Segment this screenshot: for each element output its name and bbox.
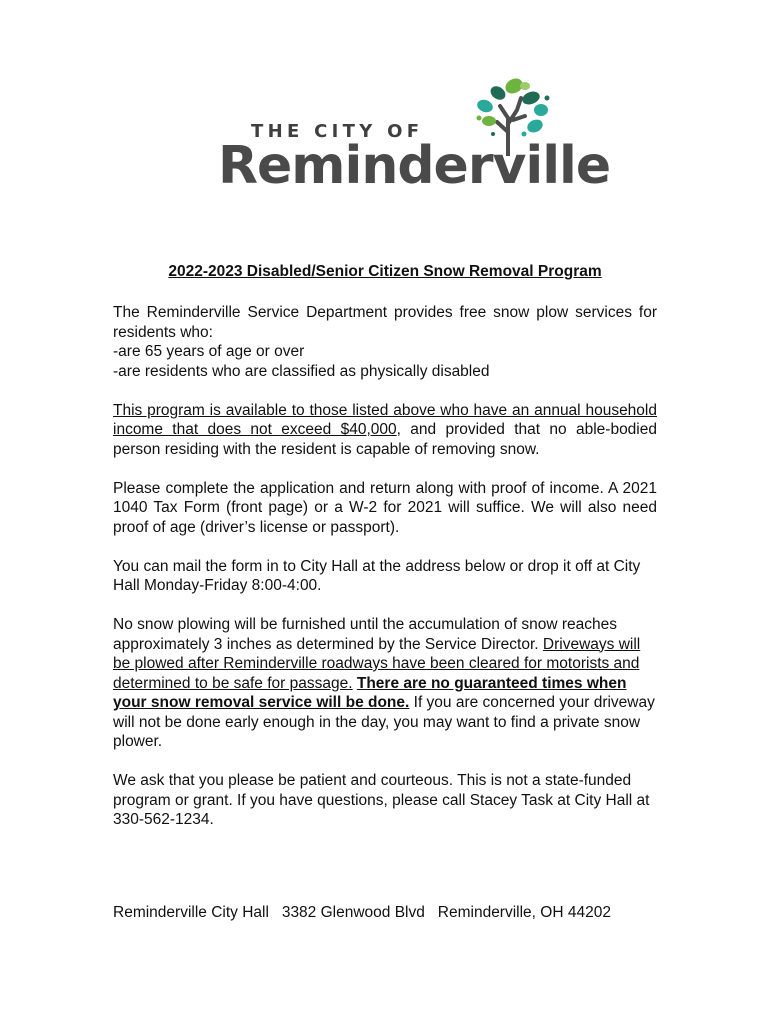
plowing-threshold: No snow plowing will be furnished until the accumulation of snow reaches approximately 3 inches as determined by the Service Director. (113, 616, 618, 653)
patience-paragraph: We ask that you please be patient and courteous. This is not a state-funded program or grant. If you have questions, please call Stacey Task at City Hall at 330-562-1234. (113, 772, 650, 828)
logo-city-name: Reminderville (218, 136, 611, 196)
income-paragraph (113, 401, 657, 460)
application-paragraph: Please complete the application and return along with proof of income. A 2021 1040 Tax Form (front page) or a W-2 for 2021 will suffice. We will also need proof of age (driver’s license or passport). (113, 479, 657, 536)
document-body (113, 303, 657, 849)
income-requirement: This program is available to those listed above who have an annual household income that does not exceed $40,000 (113, 401, 657, 438)
eligibility-item-age: -are 65 years of age or over (113, 343, 305, 360)
program-title: 2022-2023 Disabled/Senior Citizen Snow Removal Program (168, 263, 602, 280)
tree-icon (467, 76, 557, 156)
no-guarantee-notice: There are no guaranteed times when your snow removal service will be done. (113, 674, 627, 711)
plowing-order: Driveways will be plowed after Reminderville roadways have been cleared for motorists and determined to be safe for passage. (113, 635, 641, 692)
city-hall-address: Reminderville City Hall 3382 Glenwood Blvd Reminderville, OH 44202 (113, 904, 611, 921)
intro-paragraph (113, 303, 657, 381)
logo-top-text: THE CITY OF (251, 121, 424, 142)
plowing-paragraph (113, 615, 657, 752)
private-plower-advice: If you are concerned your driveway will not be done early enough in the day, you may want to find a private snow plower. (113, 694, 655, 750)
eligibility-item-disabled: -are residents who are classified as physically disabled (113, 362, 490, 380)
city-logo (215, 76, 611, 198)
income-condition: , and provided that no able-bodied person residing with the resident is capable of removing snow. (113, 421, 657, 458)
intro-text: The Reminderville Service Department provides free snow plow services for residents who: (113, 304, 657, 341)
mail-paragraph: You can mail the form in to City Hall at the address below or drop it off at City Hall Monday-Friday 8:00-4:00. (113, 557, 641, 594)
